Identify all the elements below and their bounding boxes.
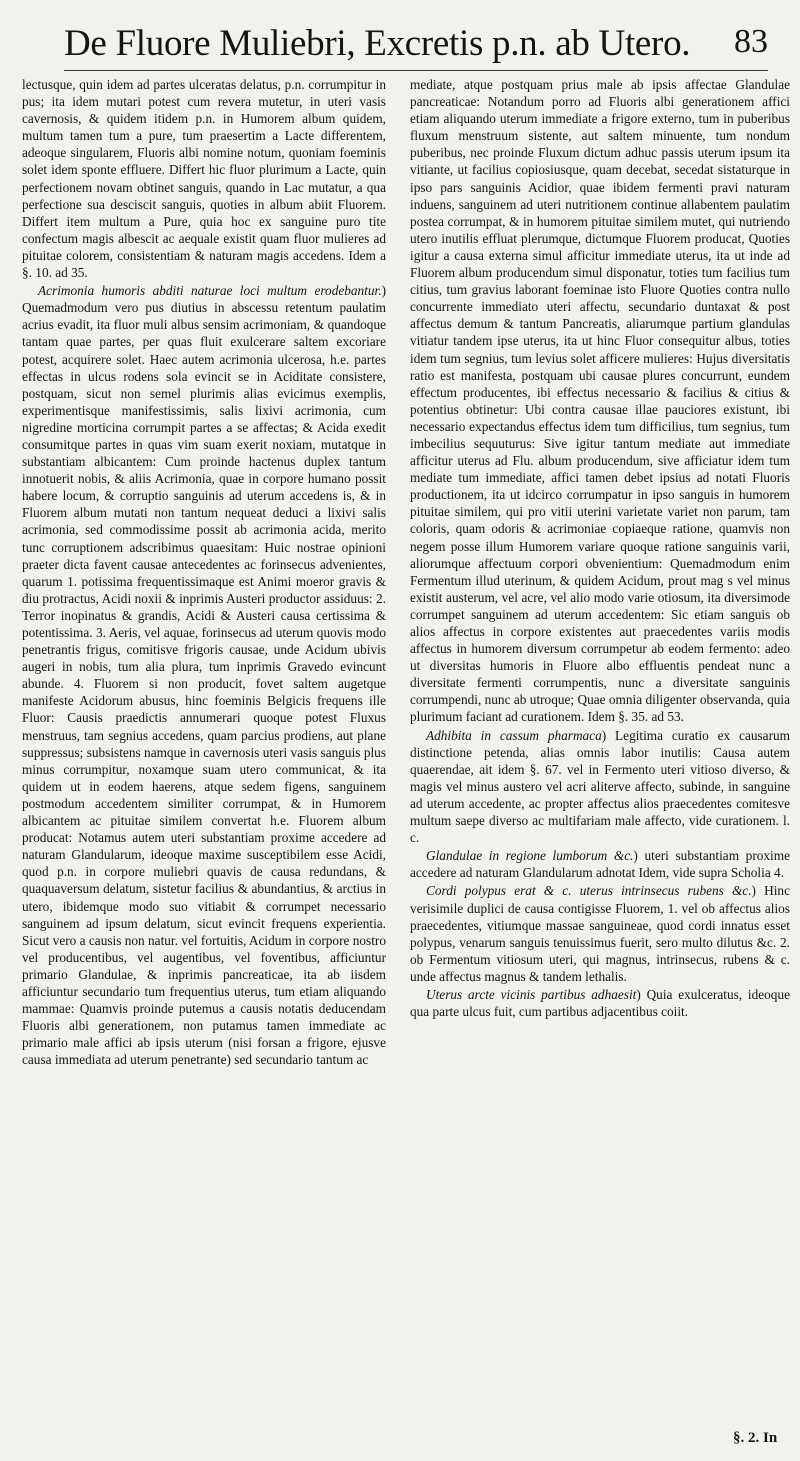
lemma: Cordi polypus erat & c. uterus intrinsecus rubens &c.	[426, 883, 752, 899]
commentary-text: ) Hinc verisimile duplici de causa contigisse Fluorem, 1. vel ob affectus alios praecedentes, vitiumque massae sanguineae, quod cordi innatus esset polypus, venarum sanguis tenuissimus fuerit, sero multo dilutus &c. 2. ob Fermentum vitiosum uteri, qui magnus, intrinsecus, rubens & c. unde affectus magnus & tandem lethalis.	[410, 883, 790, 984]
page-number: 83	[734, 23, 768, 60]
paragraph	[410, 847, 790, 881]
lemma: Adhibita in cassum pharmaca	[426, 727, 602, 743]
running-head	[64, 22, 768, 71]
paragraph: lectusque, quin idem ad partes ulceratas delatus, p.n. corrumpitur in pus; ita idem mutari potest cum revera mutetur, in uteri vasis cavernosis, & quidem itidem p.n. in Humorem album quidem, multum tamen tum a pure, tum praesertim a Lacte differentem, adeoque singularem, Fluoris albi nomine notum, quoniam foeminis solet idem sponte effluere. Differt hic fluor plurimum a Lacte, quin perfectionem novam obtinet sanguis, quando in Lac mutatur, a qua perfectione sua desciscit sanguis, quoties in album abiit Fluorem. Differt item multum a Pure, quia hoc ex sanguine puro tite confectum magis albescit ac aequale existit quam fluor mulieres ad pituitae colorem, consistentiam & naturam magis accedens. Idem a §. 10. ad 35.	[22, 77, 386, 281]
paragraph	[410, 882, 790, 985]
catchword: §. 2. In	[733, 1430, 778, 1446]
commentary-text: ) Legitima curatio ex causarum distinctione petenda, alias omnis labor inutilis: Causa autem quaerendae, ait idem §. 67. vel in Fermento uteri vitioso diverso, & magis vel minus austero vel acri aliterve affecto, subinde, in sanguine ad uterum accedente, ac propter affectus alios praecedentes comitesve multum saepe diverso ac multifariam male affecto, vide curationem. l. c.	[410, 727, 790, 846]
lemma: Glandulae in regione lumborum &c.	[426, 848, 634, 864]
commentary-text: ) uteri substantiam proxime accedere ad naturam Glandularum adnotat Idem, vide supra Scholia 4.	[410, 848, 790, 881]
right-column	[410, 76, 790, 1461]
paragraph	[410, 727, 790, 847]
lemma: Acrimonia humoris abditi naturae loci multum erodebantur.	[38, 283, 382, 299]
lemma: Uterus arcte vicinis partibus adhaesit	[426, 986, 637, 1002]
paragraph	[22, 282, 386, 1068]
page-title: De Fluore Muliebri, Excretis p.n. ab Utero.	[64, 23, 691, 64]
commentary-text: ) Quemadmodum vero pus diutius in abscessu retentum paulatim acrius evadit, ita fluor muli albus sensim acrimoniam, & quandoque tantam quae partes, per quas fluit exulcerare saltem excoriare potest, acquirere solet. Haec autem acrimonia ulcerosa, h.e. partes effectas in ulcus rodens sola evincit se in Aciditate consistere, postquam, sicut non semel plurimis alias evicimus exemplis, experimentisque manifestissimis, salis lixivi acrimonia, cum nigredine morticina corrumpit partes a se affectas; & Acida exedit consumitque partes in quas vim suam exerit noxiam, mutatque in substantiam albicantem: Cum proinde hactenus duplex tantum innotuerit nobis, & aliis Acrimonia, quae in corpore humano possit habere locum, & corruptio sanguinis ad uterum accedens is, & in Fluorem album mutati non tantum nequeat deduci a lixivi salis acrimonia, sed commodissime possit ab acrimonia acida, merito tunc corruptionem adscribimus quaesitam: Huic nostrae opinioni praeter dicta favent causae antecedentes ac forinsecus advenientes, quarum 1. potissima frequentissimaque est Animi moeror gravis & diu protractus, Acidi noxii & inprimis Austeri productor assiduus: 2. Terror inopinatus & grandis, Acidi & Austeri causa certissima & potentissima. 3. Aeris, vel aquae, forinsecus ad uterum quovis modo penetrantis frigus, comitisve frigoris causae, unde Acidum ubivis augeri in nobis, tum alia plura, tum inprimis Gravedo evincunt abunde. 4. Fluorem si non producit, fovet saltem augetque manifeste Acidorum abusus, hinc foeminis Belgicis frequens ille Fluor: Causis praedictis annumerari quoque potest Fluxus menstruus, tam segnius accedens, quam parcius prodiens, aut plane suppressus; subsistens namque in cavernosis uteri vasis sanguis plus minus corrumpitur, noxamque suam utero communicat, & ita quidem ut in eodem haerens, atque sedem figens, sanguinem postmodum accedentem similiter corrumpat, & in Humorem albicantem ac pituitae similem convertat h.e. Fluorem album producat: Notamus autem uteri substantiam proxime accedere ad naturam Glandularum, ideoque maxime susceptibilem esse Acidi, quod p.n. in corpore muliebri quavis de causa redundans, & quaquaversum delatum, sistetur facilius & abundantius, & arctius in utero, ibidemque modo suo vitiabit & corrumpet necessario sanguinem ad ipsum delatum, sicut evincit frequens experientia. Sicut vero a causis non natur. vel fortuitis, Acidum in corpore nostro vel producentibus, vel augentibus, vel foventibus, afficiuntur primario Glandulae, & inprimis pancreaticae, ita ab iisdem afficiuntur secundario tum frequentius uterus, tum etiam aliquando mammae: Quamvis proinde putemus a causis notatis deducendam Fluoris albi generationem, non putamus tamen immediate ac primario male affici ab ipsis uterum (nisi forsan a frigore, ejusve causa immediata ad uterum penetrante) sed secundario tantum ac	[22, 283, 386, 1068]
commentary-text: ) Quia exulceratus, ideoque qua parte ulcus fuit, cum partibus adjacentibus coiit.	[410, 986, 790, 1020]
left-column	[22, 76, 386, 1461]
paragraph	[410, 986, 790, 1020]
paragraph: mediate, atque postquam prius male ab ipsis affectae Glandulae pancreaticae: Notandum porro ad Fluoris albi generationem affici etiam aliquando uterum immediate a frigore externo, tum in puberibus fluxum menstruum sistente, aut saltem minuente, tum nondum puberibus, nec proinde Fluxum dictum adhuc passis uterum ipsum ita vitiante, ut facilius copiosiusque, quam decebat, secedat sistaturque in ipso pars sanguinis Acidior, quae ibidem fermenti pravi naturam induens, sanguinem ad uteri nutritionem continue allabentem paulatim postea corrumpat, & in humorem pituitae similem mutet, qui nutriendo utero inutilis effluat plerumque, dictumque Fluorem producat, Quoties igitur a causa externa simul afficitur immediate uterus, ita ut inde ad Fluorem album producendum simul disponatur, toties tum facilius tum citius, tum gravius laborant foeminae isto Fluore Quoties contra nullo concurrente immediato uteri affectu, secundario duntaxat & post affectus demum & tantum Pancreatis, aliarumque partium glandulas vitiatur tandem ipse uterus, ita ut hinc Fluor consequitur albus, toties idem tum segnius, tum levius solet afficere mulieres: Hujus diversitatis ratio est manifesta, postquam ubi causae plures concurrunt, eundem effectum producentes, ibi effectus necessario & facilius & citius & potentius obtinetur: Ubi contra causae illae pauciores existunt, ibi necessario expectandus effectus idem tum difficilius, tum segnius, tum imbecilius sequuturus: Sive igitur tantum mediate aut immediate afficitur uterus ad Flu. album producendum, sive afficiatur idem tum mediate tum immediate, affici tamen debet ipsius ad notati Fluoris productionem, ita ut idcirco corrumpatur in ipso sanguis in humorem pituitae similem, qui pro vitii uterini varietate variet non parum, tam coloris, quam odoris & acrimoniae copiaeque ratione, quamvis non negem posse illum Humorem variare quoque ratione sanguinis varii, aliorumque affectuum corpori obvenientium: Quemadmodum enim Fermentum illud uterinum, & quidem Acidum, prout mag s vel minus existit austerum, vel acre, vel alio modo varie otiosum, ita diversimode corrumpet sanguinem ad uterum accedentem: Sic etiam sanguis ob alios affectus in corpore existentes aut praecedentes variis modis affectus in humorem diversum corrumpetur ab eodem fermento: adeo ut diversitas humoris in Fluore albo effluentis pendeat nunc a diversitate fermenti corrumpentis, nunc a diversitate sanguinis corrumpendi, nunc ab utroque; Quae omnia diligenter observanda, quia plurimum faciant ad curationem. Idem §. 35. ad 53.	[410, 77, 790, 725]
